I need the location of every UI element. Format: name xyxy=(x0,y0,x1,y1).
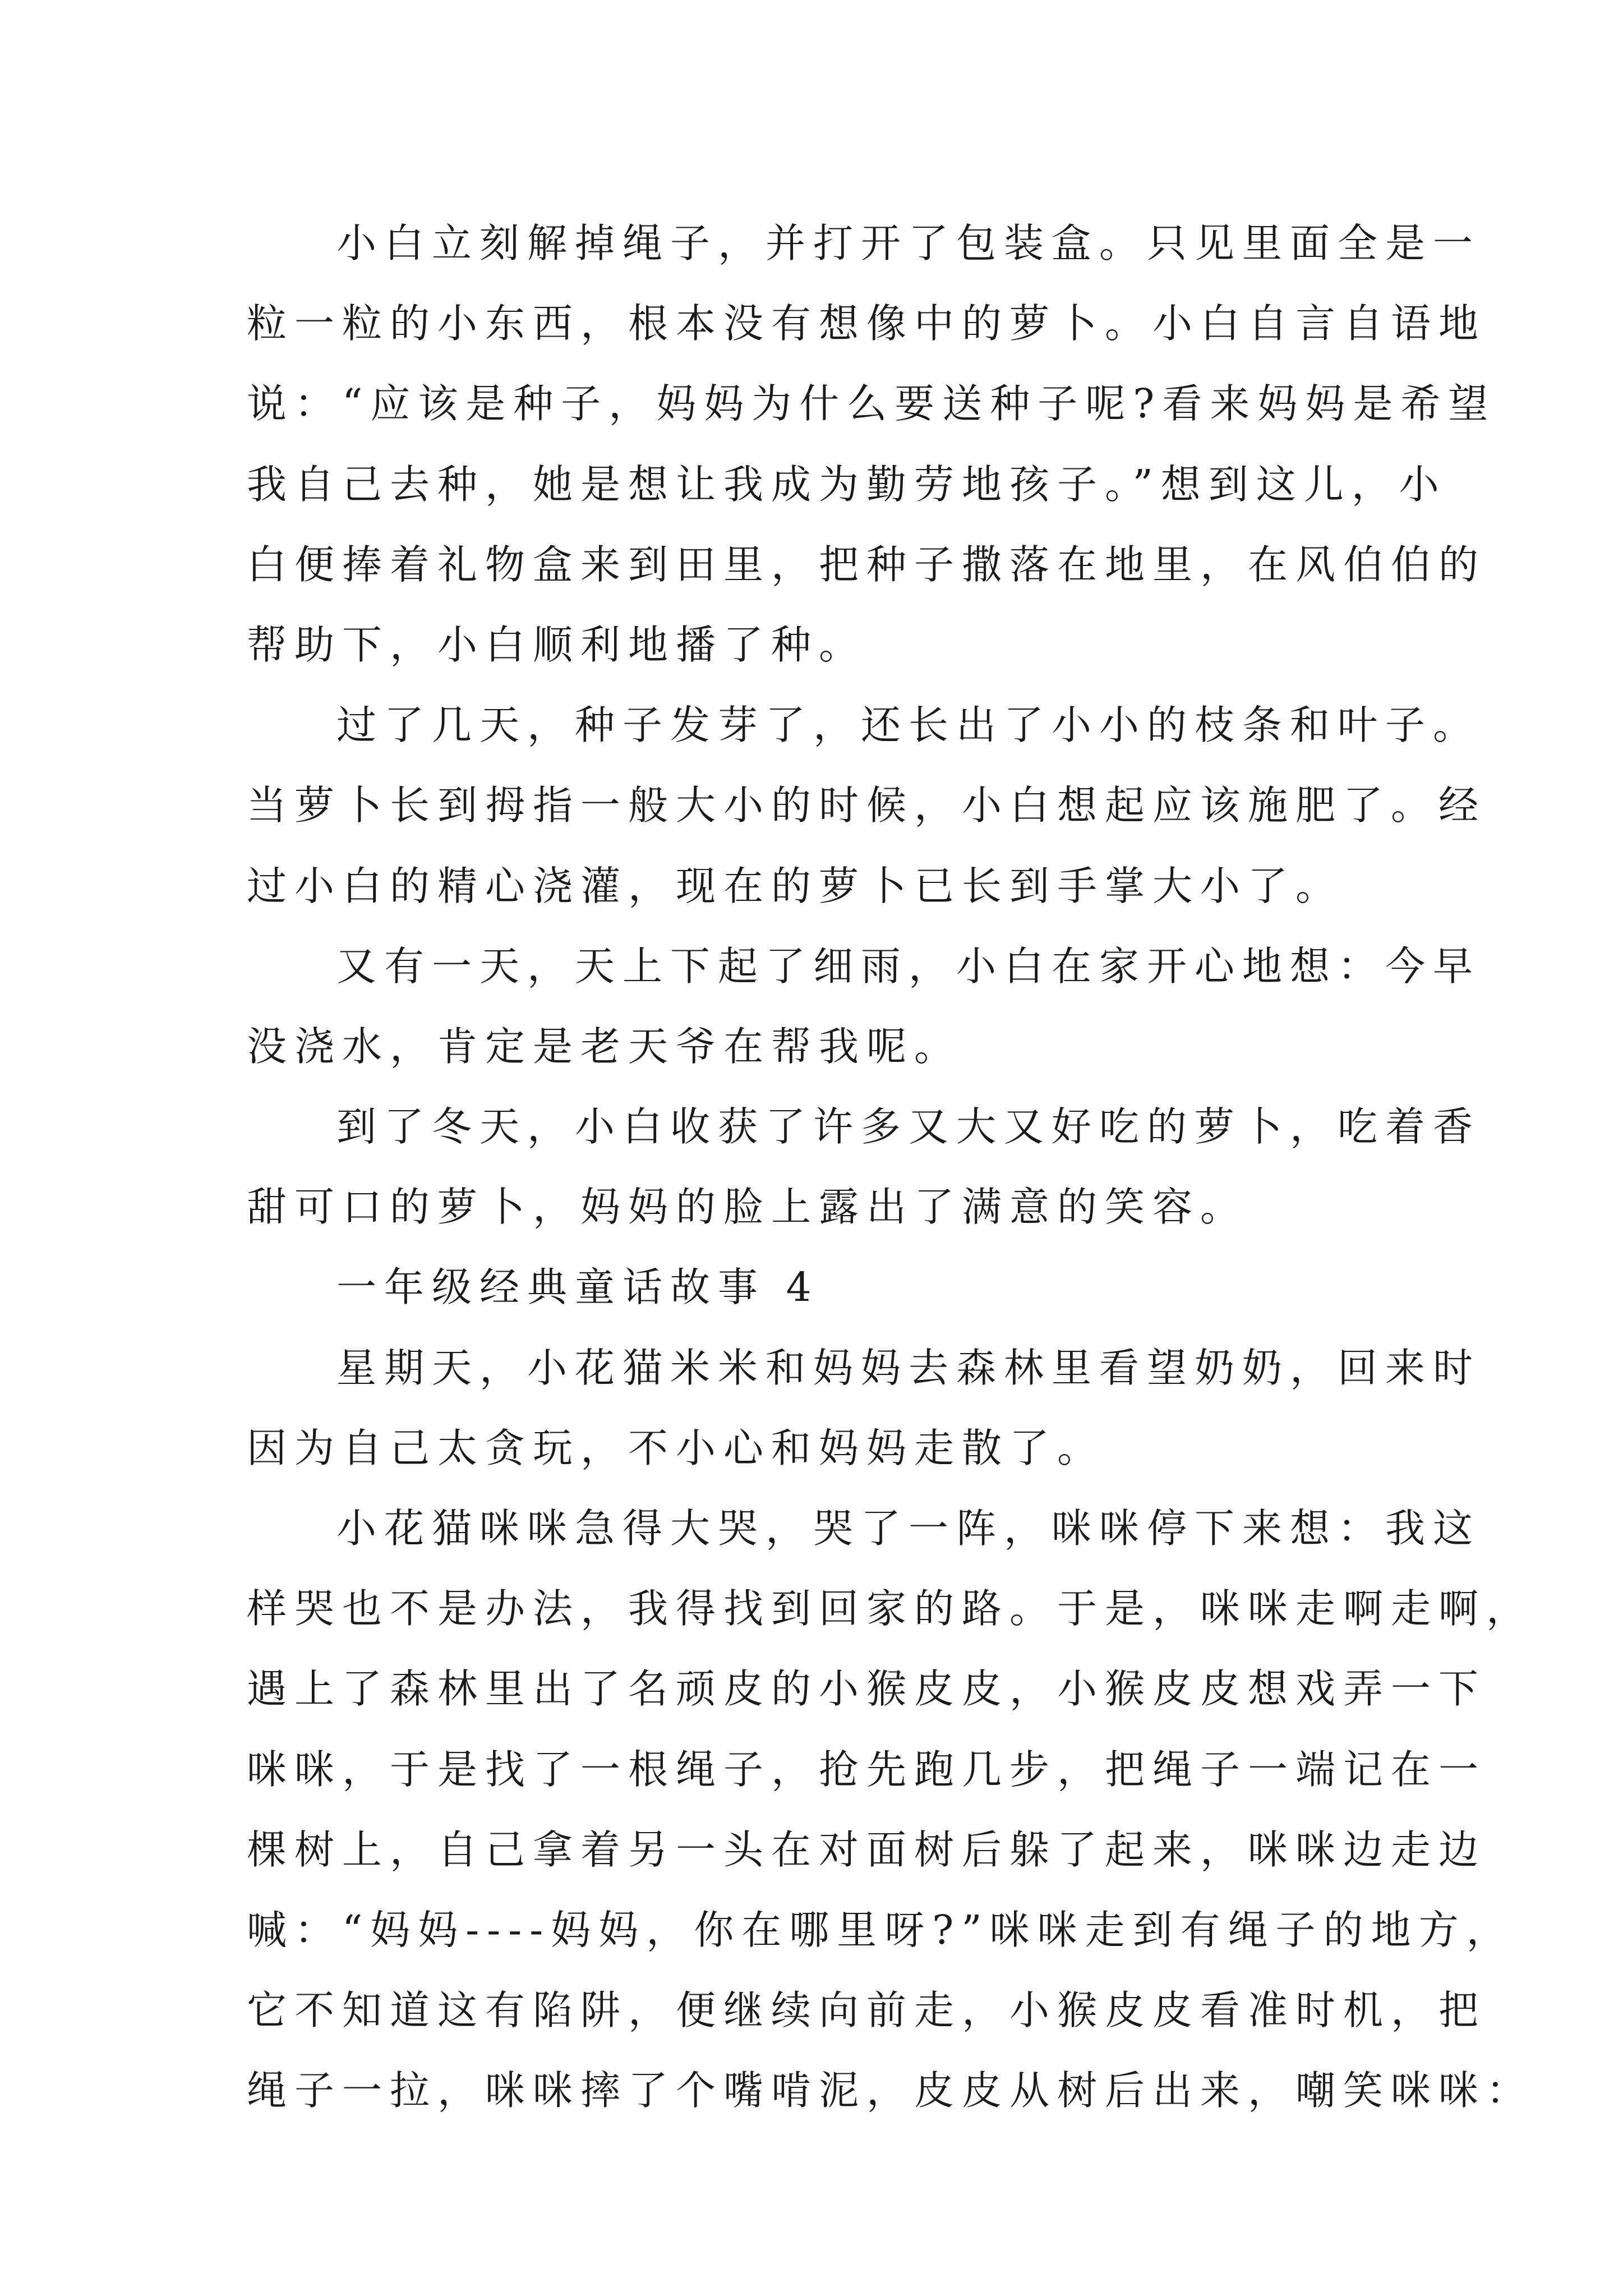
text-line: 白便捧着礼物盒来到田里，把种子撒落在地里，在风伯伯的 xyxy=(247,541,1487,588)
text-line: 咪咪，于是找了一根绳子，抢先跑几步，把绳子一端记在一 xyxy=(247,1746,1487,1793)
text-line: 过小白的精心浇灌，现在的萝卜已长到手掌大小了。 xyxy=(247,862,1344,909)
text-line: 喊：“妈妈----妈妈，你在哪里呀?”咪咪走到有绳子的地方， xyxy=(247,1906,1514,1953)
text-line: 没浇水，肯定是老天爷在帮我呢。 xyxy=(247,1023,962,1070)
text-line: 我自己去种，她是想让我成为勤劳地孩子。”想到这儿，小 xyxy=(247,461,1447,508)
text-line: 粒一粒的小东西，根本没有想像中的萝卜。小白自言自语地 xyxy=(247,300,1487,347)
text-line: 棵树上，自己拿着另一头在对面树后躲了起来，咪咪边走边 xyxy=(247,1826,1487,1873)
text-line: 小花猫咪咪急得大哭，哭了一阵，咪咪停下来想：我这 xyxy=(336,1505,1481,1552)
text-line: 星期天，小花猫米米和妈妈去森林里看望奶奶，回来时 xyxy=(336,1344,1481,1391)
text-line: 说：“应该是种子，妈妈为什么要送种子呢?看来妈妈是希望 xyxy=(247,380,1496,427)
text-line: 小白立刻解掉绳子，并打开了包装盒。只见里面全是一 xyxy=(336,220,1481,266)
story-text xyxy=(247,203,1534,2131)
text-line: 甜可口的萝卜，妈妈的脸上露出了满意的笑容。 xyxy=(247,1184,1248,1231)
text-line: 遇上了森林里出了名顽皮的小猴皮皮，小猴皮皮想戏弄一下 xyxy=(247,1665,1487,1713)
text-line: 当萝卜长到拇指一般大小的时候，小白想起应该施肥了。经 xyxy=(247,782,1487,829)
text-line: 又有一天，天上下起了细雨，小白在家开心地想：今早 xyxy=(336,942,1481,990)
text-line: 绳子一拉，咪咪摔了个嘴啃泥，皮皮从树后出来，嘲笑咪咪： xyxy=(247,2067,1534,2114)
section-heading: 一年级经典童话故事 4 xyxy=(336,1264,819,1311)
text-line: 帮助下，小白顺利地播了种。 xyxy=(247,621,867,668)
text-line: 过了几天，种子发芽了，还长出了小小的枝条和叶子。 xyxy=(336,702,1481,749)
text-line: 样哭也不是办法，我得找到回家的路。于是，咪咪走啊走啊， xyxy=(247,1585,1534,1632)
text-line: 因为自己太贪玩，不小心和妈妈走散了。 xyxy=(247,1424,1105,1471)
text-line: 到了冬天，小白收获了许多又大又好吃的萝卜，吃着香 xyxy=(336,1103,1481,1151)
text-line: 它不知道这有陷阱，便继续向前走，小猴皮皮看准时机，把 xyxy=(247,1987,1487,2034)
